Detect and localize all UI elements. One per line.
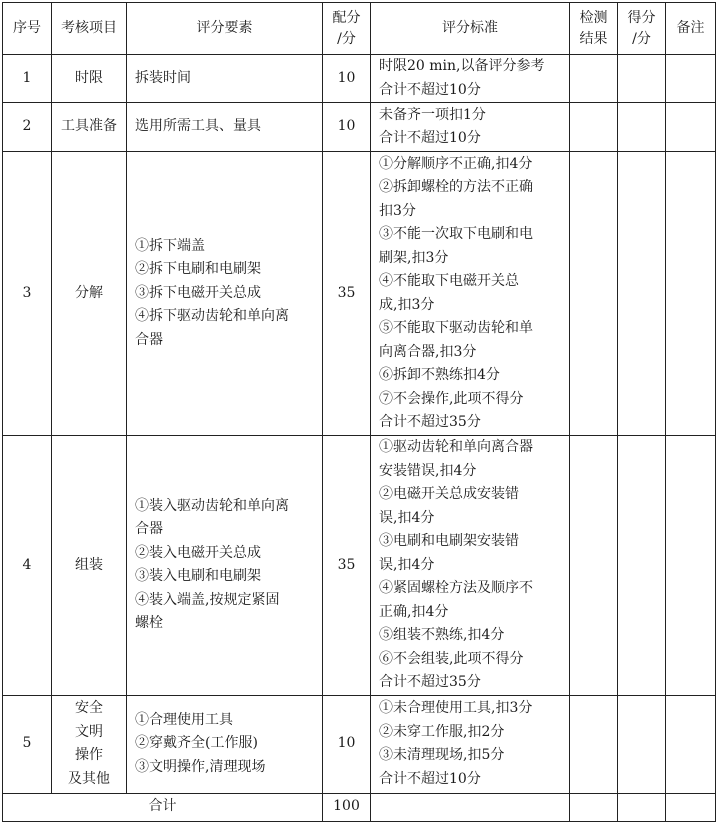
standard-line: 合计不超过35分 bbox=[379, 414, 481, 430]
total-label: 合计 bbox=[3, 793, 323, 821]
standard-line: ③电刷和电刷架安装错 bbox=[379, 533, 519, 549]
total-remarks-cell bbox=[666, 793, 716, 821]
elements-line: 合器 bbox=[135, 521, 163, 538]
standard-line: ⑤组装不熟练,扣4分 bbox=[379, 627, 505, 643]
item-line: 工具准备 bbox=[61, 118, 117, 135]
standard-line: 安装错误,扣4分 bbox=[379, 462, 477, 479]
score-cell bbox=[618, 695, 666, 793]
points-cell: 10 bbox=[323, 103, 371, 152]
standard-line: 合计不超过10分 bbox=[379, 130, 481, 146]
standard-cell bbox=[371, 695, 570, 793]
header-score-line-1: 得分 bbox=[627, 9, 656, 26]
standard-line: 正确,扣4分 bbox=[379, 603, 449, 620]
seq-cell: 3 bbox=[3, 152, 52, 436]
item-cell bbox=[52, 103, 127, 152]
elements-line: 选用所需工具、量具 bbox=[135, 118, 261, 135]
elements-line: ③拆下电磁开关总成 bbox=[135, 284, 261, 301]
standard-line: ⑥拆卸不熟练扣4分 bbox=[379, 367, 500, 383]
item-line: 安全 bbox=[75, 700, 103, 716]
remarks-cell bbox=[666, 152, 716, 436]
item-line: 时限 bbox=[75, 69, 103, 86]
header-elements: 评分要素 bbox=[127, 3, 323, 55]
elements-line: 合器 bbox=[135, 331, 163, 348]
scoring-table bbox=[2, 2, 716, 822]
item-line: 组装 bbox=[75, 556, 103, 573]
elements-line: ①拆下端盖 bbox=[135, 237, 205, 254]
standard-line: ②电磁开关总成安装错 bbox=[379, 486, 519, 502]
remarks-cell bbox=[666, 55, 716, 103]
standard-cell bbox=[371, 55, 570, 103]
item-cell bbox=[52, 695, 127, 793]
elements-cell bbox=[127, 55, 323, 103]
total-row bbox=[3, 793, 716, 821]
item-cell bbox=[52, 152, 127, 436]
points-cell: 10 bbox=[323, 55, 371, 103]
standard-line: ①未合理使用工具,扣3分 bbox=[379, 700, 533, 716]
table-row bbox=[3, 436, 716, 696]
item-cell bbox=[52, 436, 127, 696]
score-cell bbox=[618, 436, 666, 696]
standard-line: 刷架,扣3分 bbox=[379, 249, 449, 266]
header-points bbox=[323, 3, 371, 55]
result-cell bbox=[570, 152, 618, 436]
standard-line: 时限20 min,以备评分参考 bbox=[379, 58, 545, 74]
header-points-line-2: /分 bbox=[337, 30, 356, 47]
standard-line: 向离合器,扣3分 bbox=[379, 343, 477, 360]
standard-line: 误,扣4分 bbox=[379, 509, 435, 526]
elements-line: 拆装时间 bbox=[135, 69, 191, 86]
standard-line: 合计不超过35分 bbox=[379, 674, 481, 690]
remarks-cell bbox=[666, 436, 716, 696]
total-points: 100 bbox=[323, 793, 371, 821]
item-cell bbox=[52, 55, 127, 103]
header-score bbox=[618, 3, 666, 55]
points-cell: 35 bbox=[323, 152, 371, 436]
standard-line: ①分解顺序不正确,扣4分 bbox=[379, 155, 533, 172]
score-cell bbox=[618, 55, 666, 103]
standard-line: ②拆卸螺栓的方法不正确 bbox=[379, 179, 533, 195]
standard-line: ④紧固螺栓方法及顺序不 bbox=[379, 580, 533, 596]
points-cell: 35 bbox=[323, 436, 371, 696]
table-body bbox=[3, 55, 716, 794]
elements-line: ④装入端盖,按规定紧固 bbox=[135, 591, 280, 608]
table-row bbox=[3, 695, 716, 793]
item-line: 及其他 bbox=[68, 770, 110, 787]
header-seq: 序号 bbox=[3, 3, 52, 55]
elements-cell bbox=[127, 103, 323, 152]
seq-cell: 5 bbox=[3, 695, 52, 793]
elements-cell bbox=[127, 695, 323, 793]
elements-line: ②拆下电刷和电刷架 bbox=[135, 261, 261, 278]
header-score-line-2: /分 bbox=[632, 30, 651, 47]
elements-line: ③文明操作,清理现场 bbox=[135, 758, 266, 775]
standard-line: 成,扣3分 bbox=[379, 296, 435, 313]
elements-line: ③装入电刷和电刷架 bbox=[135, 568, 261, 585]
score-cell bbox=[618, 103, 666, 152]
standard-line: ⑥不会组装,此项不得分 bbox=[379, 650, 524, 667]
item-line: 文明 bbox=[75, 723, 103, 740]
header-remarks: 备注 bbox=[666, 3, 716, 55]
table-row bbox=[3, 55, 716, 103]
elements-line: ②装入电磁开关总成 bbox=[135, 544, 261, 561]
points-cell: 10 bbox=[323, 695, 371, 793]
standard-line: 扣3分 bbox=[379, 202, 416, 219]
total-score-cell bbox=[618, 793, 666, 821]
elements-line: 螺栓 bbox=[135, 615, 163, 632]
result-cell bbox=[570, 695, 618, 793]
elements-line: ①合理使用工具 bbox=[135, 711, 233, 728]
remarks-cell bbox=[666, 695, 716, 793]
seq-cell: 4 bbox=[3, 436, 52, 696]
standard-line: ③未清理现场,扣5分 bbox=[379, 747, 505, 763]
elements-line: ①装入驱动齿轮和单向离 bbox=[135, 497, 289, 514]
standard-cell bbox=[371, 436, 570, 696]
seq-cell: 1 bbox=[3, 55, 52, 103]
result-cell bbox=[570, 103, 618, 152]
elements-line: ②穿戴齐全(工作服) bbox=[135, 735, 258, 752]
header-row bbox=[3, 3, 716, 55]
standard-line: 误,扣4分 bbox=[379, 556, 435, 573]
score-cell bbox=[618, 152, 666, 436]
standard-line: ②未穿工作服,扣2分 bbox=[379, 723, 505, 740]
table-row bbox=[3, 103, 716, 152]
remarks-cell bbox=[666, 103, 716, 152]
total-standard-cell bbox=[371, 793, 570, 821]
standard-line: ①驱动齿轮和单向离合器 bbox=[379, 439, 533, 455]
standard-line: ③不能一次取下电刷和电 bbox=[379, 226, 533, 242]
header-item: 考核项目 bbox=[52, 3, 127, 55]
result-cell bbox=[570, 436, 618, 696]
table-row bbox=[3, 152, 716, 436]
seq-cell: 2 bbox=[3, 103, 52, 152]
standard-line: ④不能取下电磁开关总 bbox=[379, 273, 519, 289]
header-result-line-2: 结果 bbox=[579, 30, 608, 47]
standard-line: 未备齐一项扣1分 bbox=[379, 106, 486, 123]
standard-cell bbox=[371, 152, 570, 436]
total-result-cell bbox=[570, 793, 618, 821]
standard-line: ⑤不能取下驱动齿轮和单 bbox=[379, 320, 533, 336]
header-standard: 评分标准 bbox=[371, 3, 570, 55]
header-result bbox=[570, 3, 618, 55]
item-line: 操作 bbox=[75, 747, 103, 763]
standard-line: 合计不超过10分 bbox=[379, 770, 481, 787]
standard-line: ⑦不会操作,此项不得分 bbox=[379, 390, 524, 407]
elements-cell bbox=[127, 152, 323, 436]
header-points-line-1: 配分 bbox=[332, 9, 361, 26]
elements-line: ④拆下驱动齿轮和单向离 bbox=[135, 308, 289, 325]
item-line: 分解 bbox=[75, 284, 103, 301]
standard-line: 合计不超过10分 bbox=[379, 81, 481, 98]
header-result-line-1: 检测 bbox=[579, 9, 608, 26]
elements-cell bbox=[127, 436, 323, 696]
result-cell bbox=[570, 55, 618, 103]
standard-cell bbox=[371, 103, 570, 152]
